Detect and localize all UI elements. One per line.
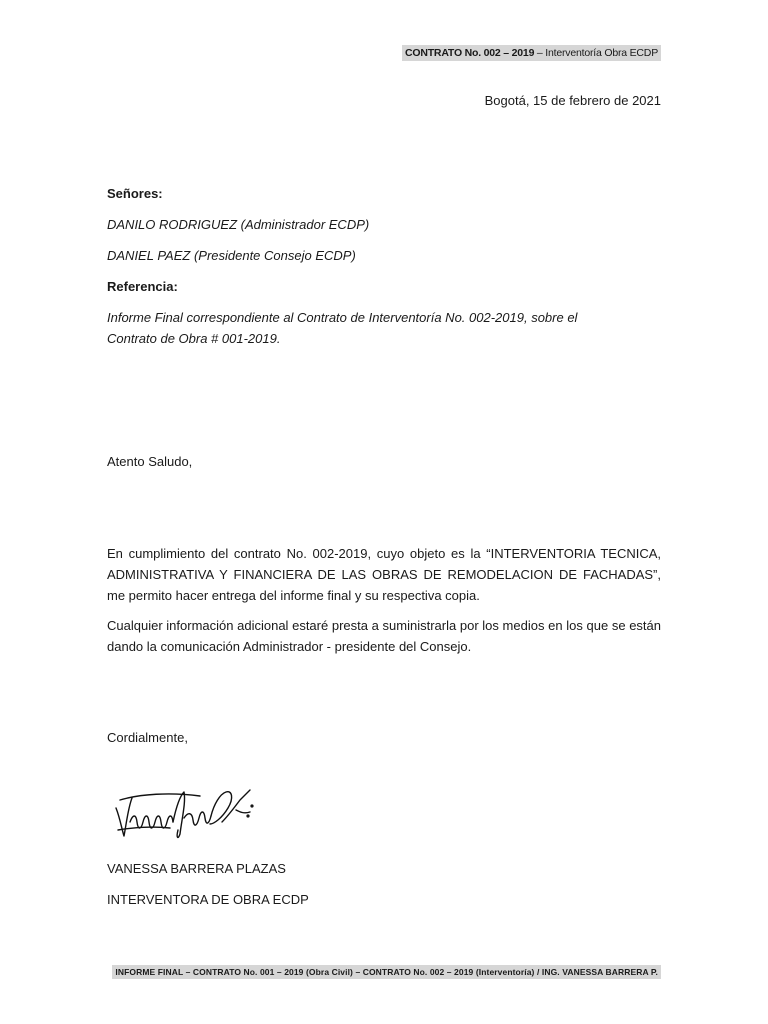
body-paragraph-1: En cumplimiento del contrato No. 002-2019, cuyo objeto es la “INTERVENTORIA TECNICA, ADMINISTRATIVA Y FINANCIERA DE LAS OBRAS DE REMODELACION DE FACHADAS”, me permito hacer entrega del informe final y su respectiva copia. bbox=[107, 546, 661, 603]
recipient-1: DANILO RODRIGUEZ (Administrador ECDP) bbox=[107, 217, 370, 232]
date-line: Bogotá, 15 de febrero de 2021 bbox=[484, 93, 661, 108]
body-paragraph-2: Cualquier información adicional estaré presta a suministrarla por los medios en los que se están dando la comunicación Administrador - presidente del Consejo. bbox=[107, 618, 661, 654]
header-contract-band bbox=[402, 45, 661, 61]
handwritten-signature bbox=[110, 778, 260, 850]
footer-band: INFORME FINAL – CONTRATO No. 001 – 2019 (Obra Civil) – CONTRATO No. 002 – 2019 (Interventoría) / ING. VANESSA BARRERA P. bbox=[112, 965, 661, 979]
reference-label: Referencia: bbox=[107, 279, 178, 294]
closing: Cordialmente, bbox=[107, 730, 188, 745]
header-contract-suffix: – Interventoría Obra ECDP bbox=[534, 47, 658, 59]
header-contract-ref: CONTRATO No. 002 – 2019 bbox=[404, 47, 535, 59]
greeting: Atento Saludo, bbox=[107, 454, 193, 469]
signer-name: VANESSA BARRERA PLAZAS bbox=[107, 861, 286, 876]
signer-title: INTERVENTORA DE OBRA ECDP bbox=[107, 892, 309, 907]
reference-text: Informe Final correspondiente al Contrato de Interventoría No. 002-2019, sobre el Contrato de Obra # 001-2019. bbox=[107, 310, 578, 346]
recipient-2: DANIEL PAEZ (Presidente Consejo ECDP) bbox=[107, 248, 356, 263]
salutation: Señores: bbox=[107, 186, 163, 201]
